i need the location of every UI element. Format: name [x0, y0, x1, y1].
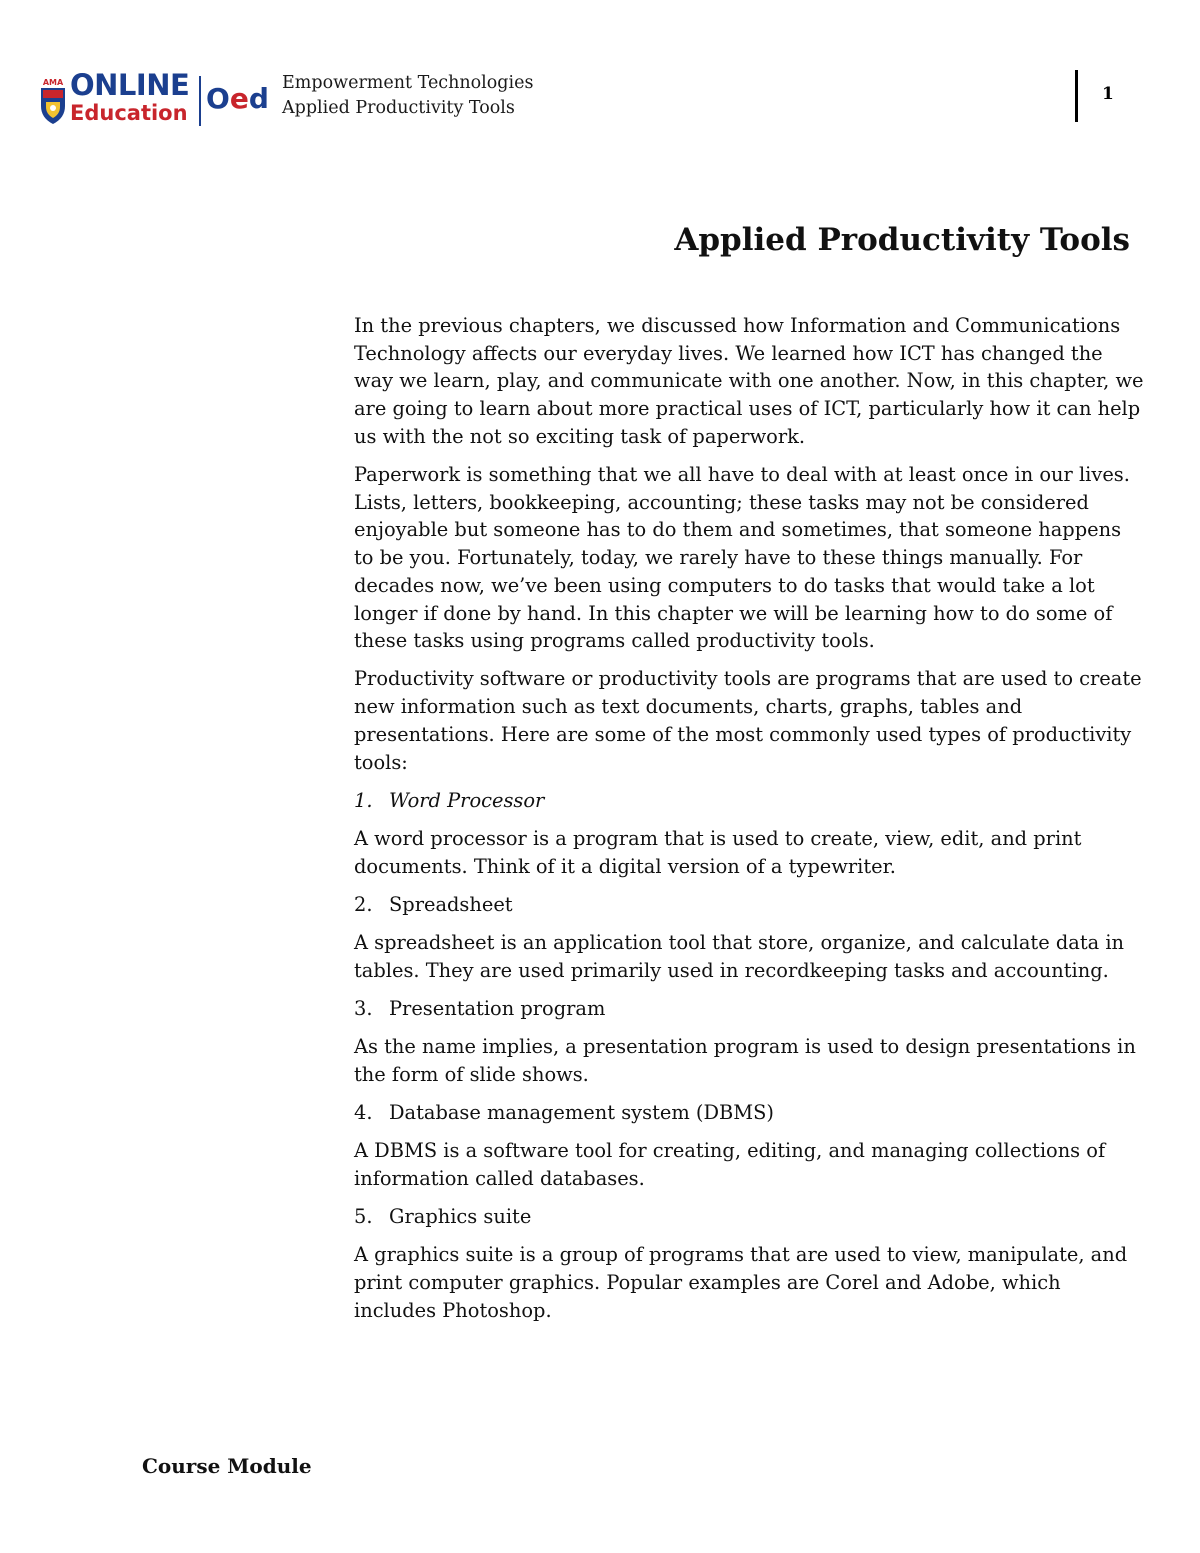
main-content: [354, 312, 1144, 1335]
logo-divider: [199, 76, 201, 126]
list-number: 3.: [354, 996, 373, 1020]
tool-heading-spreadsheet: [354, 891, 1144, 919]
ama-shield-icon: [38, 76, 68, 126]
list-number: 2.: [354, 892, 373, 916]
list-title: Graphics suite: [389, 1205, 532, 1229]
page-number: 1: [1102, 84, 1114, 104]
list-number: 1.: [354, 788, 373, 812]
tool-description-presentation: As the name implies, a presentation program is used to design presentations in the form of slide shows.: [354, 1035, 1136, 1086]
logo-oed-text: [206, 82, 269, 116]
tool-description-word-processor: A word processor is a program that is used to create, view, edit, and print documents. Think of it a digital version of a typewriter.: [354, 826, 1082, 878]
header-vertical-rule: [1075, 70, 1078, 122]
list-number: 5.: [354, 1205, 373, 1229]
list-title: Word Processor: [389, 788, 545, 812]
logo-oed-d: d: [248, 82, 269, 115]
list-number: 4.: [354, 1101, 373, 1125]
page-header: [38, 66, 1128, 126]
page-title: Applied Productivity Tools: [674, 222, 1130, 258]
logo-online-text: ONLINE: [70, 68, 190, 102]
tool-description-spreadsheet: A spreadsheet is an application tool that store, organize, and calculate data in tables. They are used primarily used in recordkeeping tasks and accounting.: [354, 931, 1125, 982]
course-info: [282, 71, 533, 121]
online-education-logo: [38, 70, 270, 128]
tool-heading-dbms: [354, 1099, 1144, 1127]
logo-oed-e: e: [229, 82, 249, 115]
subject-title: Empowerment Technologies: [282, 73, 534, 93]
intro-paragraph-2: Paperwork is something that we all have to deal with at least once in our lives. Lists, letters, bookkeeping, accounting; these tasks may not be considered enjoyable but someone has to do them and sometimes, that someone happens to be you. Fortunately, today, we rarely have to these things manually. For decades now, we’ve been using computers to do tasks that would take a lot longer if done by hand. In this chapter we will be learning how to do some of these tasks using programs called productivity tools.: [354, 463, 1130, 653]
logo-shield-text: AMA: [42, 78, 64, 87]
logo-education-text: Education: [70, 101, 188, 125]
tool-description-graphics-suite: A graphics suite is a group of programs that are used to view, manipulate, and print computer graphics. Popular examples are Corel and Adobe, which includes Photoshop.: [354, 1243, 1128, 1322]
footer-course-module: Course Module: [142, 1454, 312, 1478]
list-title: Spreadsheet: [389, 892, 513, 916]
logo-oed-o: O: [206, 82, 230, 115]
tool-heading-graphics-suite: [354, 1203, 1144, 1231]
intro-paragraph-1: In the previous chapters, we discussed how Information and Communications Technology affects our everyday lives. We learned how ICT has changed the way we learn, play, and communicate with one another. Now, in this chapter, we are going to learn about more practical uses of ICT, particularly how it can help us with the not so exciting task of paperwork.: [354, 314, 1144, 448]
list-title: Database management system (DBMS): [389, 1101, 774, 1125]
tool-description-dbms: A DBMS is a software tool for creating, editing, and managing collections of information called databases.: [354, 1139, 1106, 1190]
list-title: Presentation program: [389, 996, 606, 1020]
chapter-title: Applied Productivity Tools: [282, 98, 515, 118]
intro-paragraph-3: Productivity software or productivity tools are programs that are used to create new information such as text documents, charts, graphs, tables and presentations. Here are some of the most commonly used types of productivity tools:: [354, 667, 1142, 774]
tool-heading-word-processor: [354, 787, 1144, 815]
tool-heading-presentation: [354, 995, 1144, 1023]
